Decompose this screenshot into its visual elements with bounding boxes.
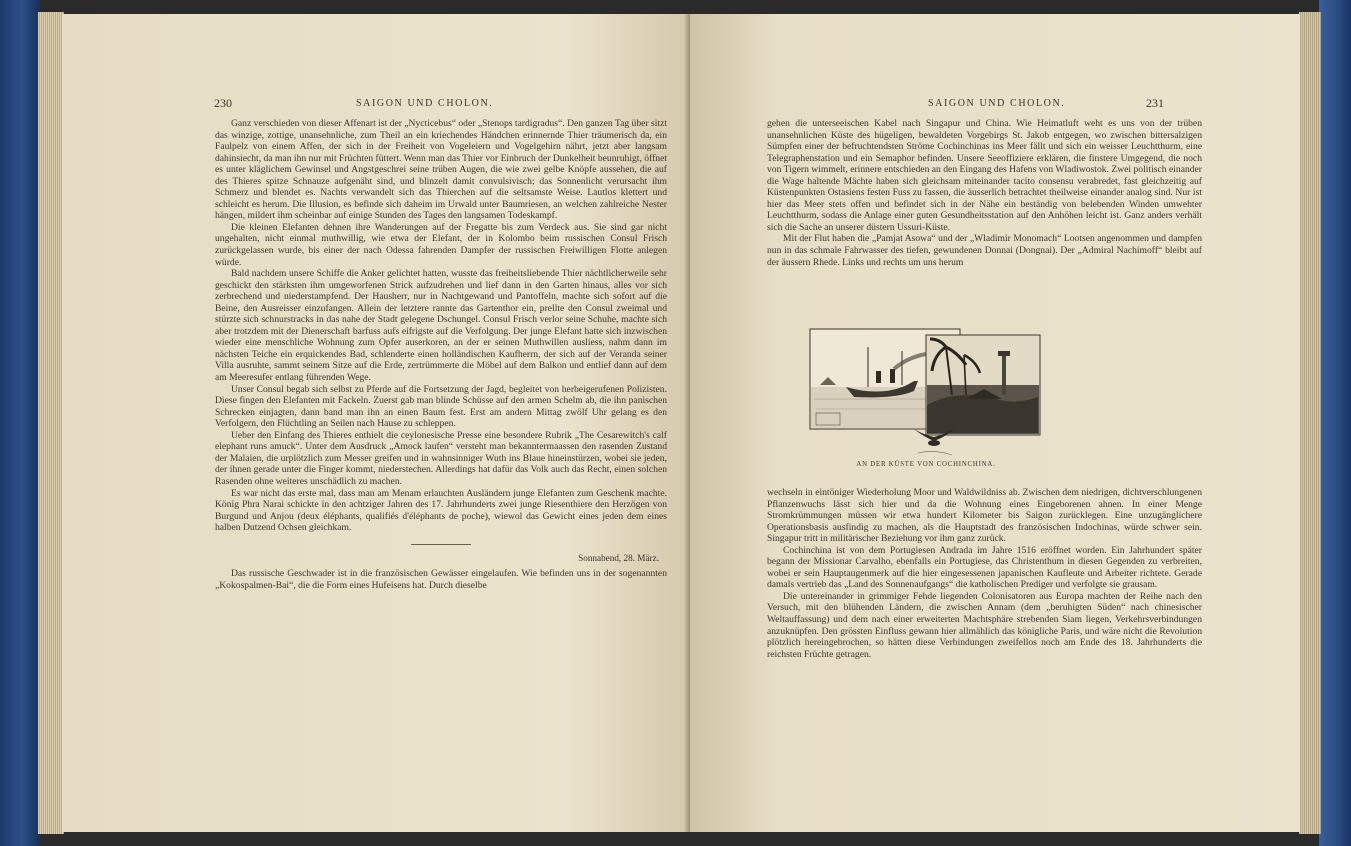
paragraph: Unser Consul begab sich selbst zu Pferde auf die Fortsetzung der Jagd, begleitet von herbeigerufenen Polizisten. Diese fingen den Elefanten mit Fackeln. Zuerst gab man blinde Schüsse auf den armen Schelm ab, die ihn panischen Schrecken einjagten, dann band man ihn an einen Baum fest. Erst am andern Mittag zwölf Uhr gelang es den Verfolgern, den Flüchtling an Seilen nach Hause zu schleppen. — [215, 383, 667, 430]
engraving-illustration — [806, 325, 1046, 461]
book-cover-right — [1319, 0, 1351, 846]
left-running-header: SAIGON UND CHOLON. — [356, 98, 494, 109]
paragraph: Das russische Geschwader ist in die französischen Gewässer eingelaufen. Wie befinden uns in der sogenannten „Kokospalmen-Bai“, die die Form eines Hufeisens hat. Durch dieselbe — [215, 568, 667, 591]
paragraph: Mit der Flut haben die „Pamjat Asowa“ und der „Wladimir Monomach“ Lootsen angenommen und dampfen nun in das schmale Fahrwasser des tiefen, gewundenen Donnai (Dongnai). Der „Admiral Nachimoff“ bleibt auf der äussern Rhede. Links und rechts um uns herum — [767, 233, 1202, 268]
coast-panel — [926, 335, 1040, 435]
paragraph: Die untereinander in grimmiger Fehde liegenden Colonisatoren aus Europa machten der Reihe nach den Versuch, mit den blühenden Ländern, die zwischen Annam (dem „beruhigten Süden“ nach chinesischer Weltauffassung) und dem nach einer erweiterten Machtsphäre strebenden Siam liegen, Verkehrsverbindungen anzuknüpfen. Den grössten Einfluss gewann hier allmählich das königliche Paris, und wäre nicht die Revolution plötzlich hereingebrochen, so hätten diese Verbindungen zweifellos noch am Ende des 18. Jahrhunderts die reichsten Früchte getragen. — [767, 590, 1202, 660]
paragraph: gehen die unterseeischen Kabel nach Singapur und China. Wie Heimatluft weht es uns von der trüben unansehnlichen Küste des hügeligen, bewaldeten Vorgebirgs St. Jakob entgegen, wo zwischen bittersalzigen Sümpfen einer der befruchtendsten Ströme Cochinchinas ins Meer fällt und sich ein weisser Leuchtthurm, eine Telegraphenstation und ein Semaphor befinden. Unsere Seeoffiziere erklären, die finstere Umgegend, die noch von Tigern wimmelt, erinnere entschieden an den Eingang des Hafens von Wladiwostok. Zwei politisch einander die Wage haltende Mächte haben sich gleichsam miteinander tacito consensu verabredet, fast gleichzeitig auf Küstenpunkten Ostasiens festen Fuss zu fassen, die äusserlich betrachtet theilweise einander analog sind. Nur ist hier das Meer stets offen und befindet sich in der Nähe ein beständig von belebenden Winden umwehter Leuchtthurm, sodass die Anlage einer guten Gesundheitsstation auf den Anhöhen leicht ist. Ganz anders verhält sich die Sache an unserer düstern Ussuri-Küste. — [767, 118, 1202, 233]
paragraph: Ueber den Einfang des Thieres enthielt die ceylonesische Presse eine besondere Rubrik „The Cesarewitch's calf elephant runs amuck“. Unter dem Ausdruck „Amock laufen“ versteht man bekanntermaassen den rasenden Zustand der Malaien, die urplötzlich zum Messer greifen und in wahnsinniger Wuth ins Blaue hineinstürzen, wobei sie jeden, der ihnen gerade unter die Finger kommt, niederstechen. Allerdings hat dafür das Volk auch das Recht, einen solchen Rasenden ohne weiteres unschädlich zu machen. — [215, 429, 667, 487]
figure-caption: AN DER KÜSTE VON COCHINCHINA. — [856, 461, 996, 468]
right-page-number: 231 — [1146, 96, 1164, 110]
paragraph: Cochinchina ist von dem Portugiesen Andrada im Jahre 1516 eröffnet worden. Ein Jahrhundert später begann der Missionar Carvalho, ebenfalls ein Portugiese, das Christenthum in diesen Gegenden zu verbreiten, wobei er sein Hauptaugenmerk auf die hier eingesessenen japanischen Kaufleute und Arbeiter richtete. Gerade damals vertrieb das „Land des Sonnenaufgangs“ die katholischen Prediger und verfolgte sie grausam. — [767, 544, 1202, 591]
paragraph: wechseln in eintöniger Wiederholung Moor und Waldwildniss ab. Zwischen dem niedrigen, dichtverschlungenen Pflanzenwuchs lässt sich hier und da die Wohnung eines Eingeborenen ahnen. In einer Menge Stromkrümmungen müssen wir etwa hundert Kilometer bis Saigon zurücklegen. Eine unzugänglichere Operationsbasis ausfindig zu machen, als die Hauptstadt des französischen Indochinas, würde schwer sein. Singapur tritt in militärischer Beziehung vor ihm ganz zurück. — [767, 487, 1202, 545]
date-line: Sonnabend, 28. März. — [578, 552, 659, 563]
paragraph: Ganz verschieden von dieser Affenart ist der „Nycticebus“ oder „Stenops tardigradus“. Den ganzen Tag über sitzt das winzige, zottige, unansehnliche, zum Theil an ein kriechendes Händchen erinnernde Thier träumerisch da, ein Faulpelz von einem Affen, der sich in der Freiheit von Vogeleiern und Vogelgehirn nährt, jetzt aber langsam dahinsiecht, da man ihn nur mit Früchten füttert. Wenn man das Thier vor Einbruch der Dunkelheit beunruhigt, öffnet es unter kläglichem Gewinsel und Angstgeschrei seine trüben Augen, die wie zwei gelbe Knöpfe aussehen, die auf des Thieres spitze Schnauze aufgenäht sind, und blinzelt damit convulsivisch; das Sonnenlicht verursacht ihm Schmerz und blendet es. Nachts verwandelt sich das Thierchen auf die seltsamste Weise. Lautlos klettert und schleicht es herum. Die Illusion, es befinde sich daheim im Urwald unter Baumriesen, an welchen zahlreiche Nester hängen, mildert ihm scheinbar auf einige Stunden des Tages den langsamen Todeskampf. — [215, 118, 667, 222]
right-text-column-top — [767, 118, 1202, 268]
book-cover-left — [0, 0, 40, 846]
paragraph: Es war nicht das erste mal, dass man am Menam erlauchten Ausländern junge Elefanten zum Geschenk machte. König Phra Narai schickte in den achtziger Jahren des 17. Jahrhunderts zwei junge Riesenthiere den Herzögen von Burgund und Anjou (deux éléphants, qualifiés d'éléphants de poche), wiewol das Gewicht eines jeden dem eines halben Dutzend Ochsen gleichkam. — [215, 487, 667, 534]
page-edges-right — [1299, 12, 1321, 834]
paragraph: Bald nachdem unsere Schiffe die Anker gelichtet hatten, wusste das freiheitsliebende Thier nächtlicherweile sehr geschickt den stärksten ihm umgeworfenen Strick aufzudrehen und lief dann in den Garten hinaus, alles vor sich zerbrechend und niederstampfend. Der Hausherr, nur in Nachtgewand und Pantoffeln, machte sich sofort auf die Beine, den Ausreisser einzufangen. Allein der letztere rannte das Gartenthor ein, prellte den Consul zweimal und stürzte sich schnurstracks in das nahe der Stadt gelegene Dschungel. Consul Frisch verlor seine Schuhe, machte sich aber trotzdem mit der Dienerschaft barfuss aufs eifrigste auf die Verfolgung. Der junge Elefant hatte sich inzwischen wieder eine menschliche Wohnung zum Opfer auserkoren, an der er seinen Muthwillen ausliess, nahm dann im nächsten Teiche ein erquickendes Bad, schlenderte einen holländischen Kaufherrn, der sich auf der Veranda seiner Villa ausruhte, sammt seinem Sitze auf die Erde, zertrümmerte die Möbel auf dem Balkon und entlief dann auf dem am Meeresufer entlang führenden Wege. — [215, 268, 667, 384]
right-running-header: SAIGON UND CHOLON. — [928, 98, 1066, 109]
left-page-number: 230 — [214, 96, 232, 110]
section-divider — [411, 544, 471, 545]
left-text-column — [215, 118, 667, 591]
page-edges-left — [38, 12, 64, 834]
paragraph: Die kleinen Elefanten dehnen ihre Wanderungen auf der Fregatte bis zum Verdeck aus. Sie sind gar nicht ungehalten, nicht einmal muthwillig, wie etwa der Elefant, der in Kolombo beim russischen Consul Frisch zurückgelassen wurde, bis einer der nach Odessa fahrenden Dampfer der russischen Freiwilligen Flotte anlegen würde. — [215, 221, 667, 268]
right-text-column-bottom — [767, 487, 1202, 660]
